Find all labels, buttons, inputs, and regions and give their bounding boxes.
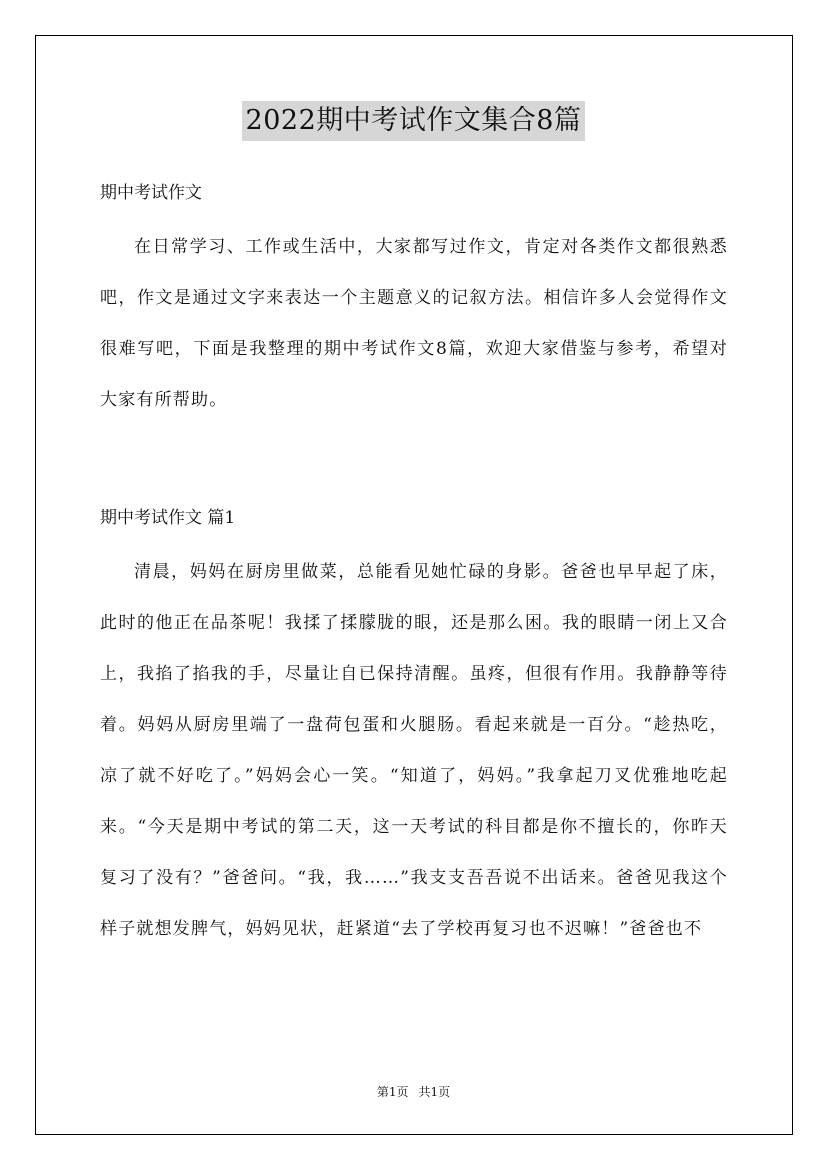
page-total: 共1页 [418, 1085, 451, 1099]
document-title: 2022期中考试作文集合8篇 [242, 101, 586, 141]
intro-paragraph: 在日常学习、工作或生活中，大家都写过作文，肯定对各类作文都很熟悉吧，作文是通过文字来表达一个主题意义的记叙方法。相信许多人会觉得作文很难写吧，下面是我整理的期中考试作文8篇，欢迎大家借鉴与参考，希望对大家有所帮助。 [100, 237, 728, 410]
essay-1-paragraph: 清晨，妈妈在厨房里做菜，总能看见她忙碌的身影。爸爸也早早起了床，此时的他正在品茶呢！我揉了揉朦胧的眼，还是那么困。我的眼睛一闭上又合上，我掐了掐我的手，尽量让自已保持清醒。虽疼，但很有作用。我静静等待着。妈妈从厨房里端了一盘荷包蛋和火腿肠。看起来就是一百分。“趁热吃，凉了就不好吃了。”妈妈会心一笑。“知道了，妈妈。”我拿起刀叉优雅地吃起来。“今天是期中考试的第二天，这一天考试的科目都是你不擅长的，你昨天复习了没有？”爸爸问。“我，我……”我支支吾吾说不出话来。爸爸见我这个样子就想发脾气，妈妈见状，赶紧道“去了学校再复习也不迟嘛！”爸爸也不 [100, 562, 728, 939]
page-footer [0, 1084, 827, 1100]
page-number: 第1页 [376, 1085, 409, 1099]
section-heading-intro: 期中考试作文 [100, 183, 202, 203]
title-container [0, 101, 827, 141]
section-heading-essay-1: 期中考试作文 篇1 [100, 508, 236, 528]
